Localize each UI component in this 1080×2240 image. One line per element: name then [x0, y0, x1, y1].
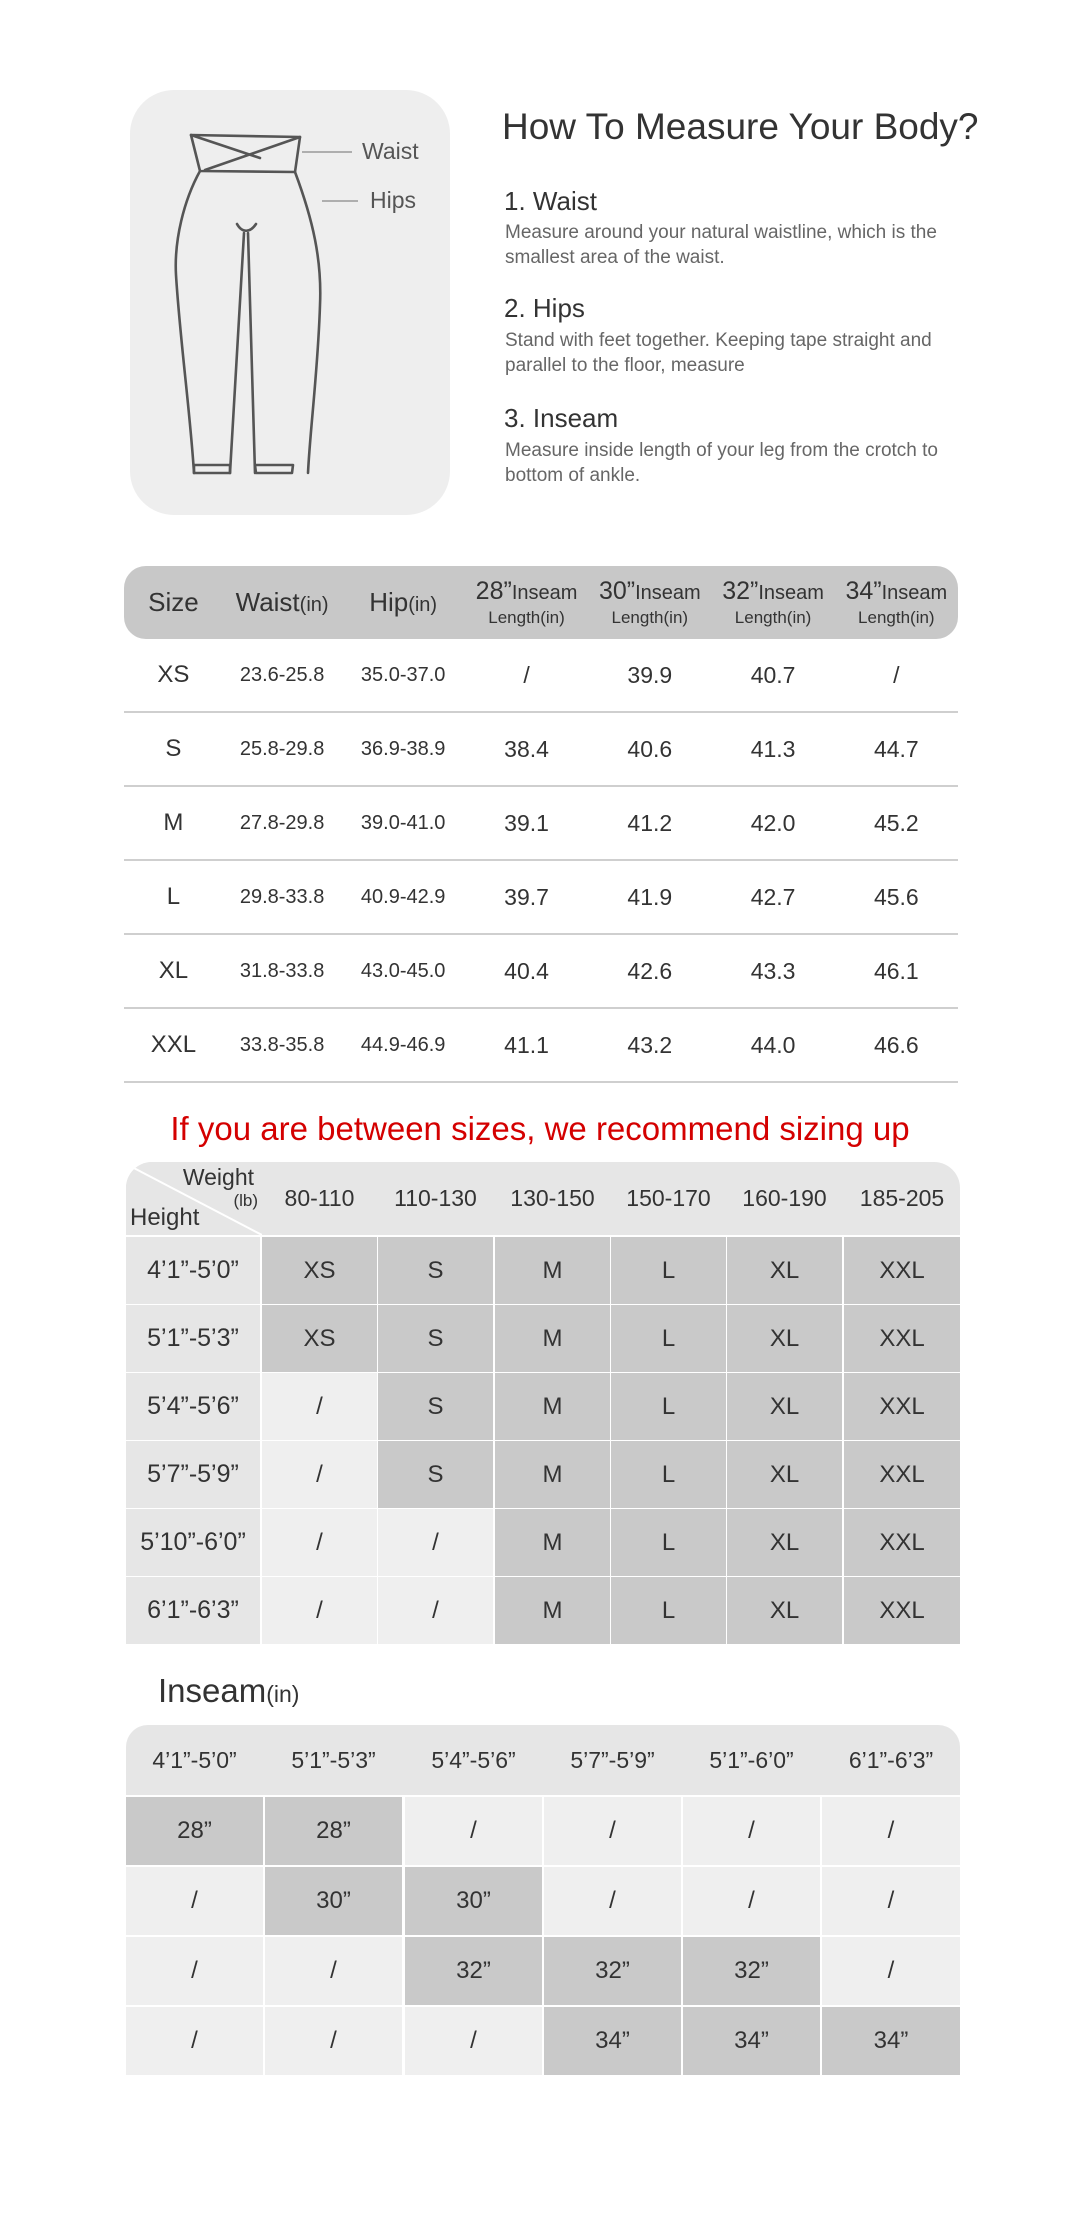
- inseam-length-cell: 42.7: [750, 883, 796, 910]
- size-recommendation-cell: M: [495, 1509, 610, 1576]
- inseam-recommendation-cell: 34”: [544, 2007, 681, 2075]
- col-hip: [341, 587, 465, 618]
- inseam-length-cell: 41.1: [504, 1031, 549, 1058]
- size-recommendation-cell: XXL: [844, 1305, 960, 1372]
- height-row-header: 6’1”-6’3”: [126, 1577, 260, 1644]
- inseam-length-cell: 40.4: [504, 957, 549, 984]
- inseam-recommendation-cell: /: [405, 1797, 542, 1865]
- inseam-length-cell: 43.3: [750, 957, 796, 984]
- inseam-recommendation-cell: 34”: [822, 2007, 960, 2075]
- inseam-word: Inseam: [881, 582, 948, 604]
- table-row: [124, 639, 958, 713]
- table-row: [124, 935, 958, 1009]
- inseam-length-cell: /: [893, 661, 900, 688]
- inseam-length-cell: 40.6: [627, 735, 673, 762]
- size-recommendation-cell: XS: [262, 1305, 377, 1372]
- inseam-length-cell: /: [523, 661, 530, 688]
- height-column-header: 5’4”-5’6”: [431, 1746, 516, 1773]
- inseam-length-cell: 46.1: [873, 957, 919, 984]
- inseam-word: Inseam: [758, 582, 824, 604]
- waist-cell: 31.8-33.8: [239, 959, 325, 982]
- length-label: Length(in): [488, 608, 565, 627]
- inseam-recommendation-cell: /: [544, 1867, 681, 1935]
- height-column-header: 5’1”-5’3”: [291, 1746, 376, 1773]
- table-row: [124, 787, 958, 861]
- height-column-header: 5’1”-6’0”: [709, 1746, 794, 1773]
- inseam-value: 28”: [475, 577, 512, 605]
- waist-cell: 27.8-29.8: [239, 811, 325, 834]
- size-cell: S: [165, 735, 182, 762]
- size-recommendation-cell: XXL: [844, 1577, 960, 1644]
- inseam-word: Inseam: [511, 582, 578, 604]
- inseam-recommendation-cell: /: [822, 1867, 960, 1935]
- inseam-length-cell: 44.0: [750, 1031, 796, 1058]
- size-cell: XS: [157, 661, 190, 688]
- inseam-length-cell: 40.7: [750, 661, 796, 688]
- weight-column-header: 185-205: [859, 1185, 945, 1211]
- inseam-recommendation-cell: 30”: [405, 1867, 542, 1935]
- weight-column-header: 130-150: [510, 1185, 595, 1211]
- size-recommendation-cell: /: [262, 1577, 377, 1644]
- size-recommendation-cell: /: [378, 1577, 493, 1644]
- size-recommendation-cell: M: [495, 1441, 610, 1508]
- length-label: Length(in): [611, 608, 689, 627]
- height-row-header: 5’10”-6’0”: [126, 1509, 260, 1576]
- inseam-length-cell: 39.7: [504, 883, 549, 910]
- col-inseam-34: [835, 577, 958, 628]
- col-inseam-32: [711, 577, 834, 628]
- length-label: Length(in): [734, 608, 812, 627]
- col-waist-label: Waist: [235, 587, 300, 617]
- inseam-length-cell: 38.4: [504, 735, 549, 762]
- size-recommendation-cell: XL: [727, 1577, 842, 1644]
- inseam-recommendation-cell: /: [405, 2007, 542, 2075]
- col-inseam-28: [465, 577, 588, 628]
- height-row-header: 4’1”-5’0”: [126, 1237, 260, 1304]
- step-waist-desc: Measure around your natural waistline, which is the smallest area of the waist.: [505, 222, 937, 268]
- inseam-title-text: Inseam: [158, 1672, 267, 1709]
- size-recommendation-cell: /: [262, 1509, 377, 1576]
- inseam-length-cell: 44.7: [873, 735, 919, 762]
- inseam-value: 30”: [598, 577, 636, 605]
- inseam-grid: [126, 1725, 960, 2077]
- inseam-recommendation-cell: /: [822, 1937, 960, 2005]
- inseam-recommendation-cell: /: [544, 1797, 681, 1865]
- weight-column-header: 110-130: [394, 1185, 477, 1211]
- size-recommendation-cell: S: [378, 1237, 493, 1304]
- size-cell: XXL: [150, 1031, 197, 1058]
- hip-cell: 43.0-45.0: [360, 959, 446, 982]
- size-recommendation-cell: XL: [727, 1509, 842, 1576]
- height-column-header: 5’7”-5’9”: [570, 1746, 655, 1773]
- step-waist-heading: 1. Waist: [504, 186, 597, 216]
- inseam-recommendation-cell: /: [265, 2007, 402, 2075]
- size-recommendation-cell: XXL: [844, 1441, 960, 1508]
- step-inseam-heading: 3. Inseam: [504, 403, 619, 433]
- leggings-illustration-card: [130, 90, 450, 515]
- size-recommendation-cell: XL: [727, 1441, 842, 1508]
- height-row-header: 5’1”-5’3”: [126, 1305, 260, 1372]
- weight-height-grid: [126, 1162, 960, 1645]
- height-row-header: 5’4”-5’6”: [126, 1373, 260, 1440]
- size-recommendation-cell: L: [611, 1509, 726, 1576]
- table-row: [124, 713, 958, 787]
- waist-label: Waist: [362, 138, 419, 164]
- inseam-recommendation-cell: 34”: [683, 2007, 820, 2075]
- size-recommendation-cell: XL: [727, 1237, 842, 1304]
- col-inseam-30: [588, 577, 711, 628]
- inseam-length-cell: 46.6: [873, 1031, 919, 1058]
- size-recommendation-cell: /: [262, 1441, 377, 1508]
- size-recommendation-cell: M: [495, 1373, 610, 1440]
- inseam-recommendation-cell: 30”: [265, 1867, 402, 1935]
- measure-title: How To Measure Your Body?: [502, 106, 979, 147]
- hip-cell: 36.9-38.9: [360, 737, 446, 760]
- size-chart-body: [124, 639, 958, 1083]
- size-cell: M: [163, 809, 184, 836]
- inseam-recommendation-cell: /: [822, 1797, 960, 1865]
- size-recommendation-cell: /: [378, 1509, 493, 1576]
- height-column-header: 4’1”-5’0”: [152, 1746, 237, 1773]
- hips-label: Hips: [370, 187, 417, 213]
- inseam-value: 34”: [845, 577, 882, 605]
- weight-unit: (lb): [233, 1191, 258, 1210]
- size-recommendation-cell: M: [495, 1305, 610, 1372]
- inseam-length-cell: 45.6: [873, 883, 919, 910]
- hip-cell: 44.9-46.9: [360, 1033, 446, 1056]
- inseam-recommendation-cell: 32”: [544, 1937, 681, 2005]
- size-cell: L: [166, 883, 181, 910]
- size-recommendation-cell: L: [611, 1441, 726, 1508]
- size-recommendation-cell: XXL: [844, 1373, 960, 1440]
- inseam-recommendation-cell: 28”: [265, 1797, 402, 1865]
- inseam-length-cell: 39.1: [504, 809, 549, 836]
- corner-cell: [126, 1162, 262, 1235]
- inseam-recommendation-cell: /: [683, 1867, 820, 1935]
- inseam-length-cell: 41.9: [627, 883, 673, 910]
- size-recommendation-cell: XL: [727, 1305, 842, 1372]
- inseam-value: 32”: [722, 577, 759, 605]
- size-recommendation-cell: XS: [262, 1237, 377, 1304]
- size-recommendation-cell: S: [378, 1305, 493, 1372]
- size-recommendation-cell: L: [611, 1237, 726, 1304]
- waist-cell: 23.6-25.8: [239, 663, 325, 686]
- inseam-word: Inseam: [635, 582, 701, 604]
- size-chart-table: [124, 566, 958, 1083]
- inseam-recommendation-cell: /: [683, 1797, 820, 1865]
- inseam-recommendation-cell: 28”: [126, 1797, 263, 1865]
- size-recommendation-cell: XXL: [844, 1237, 960, 1304]
- inseam-recommendation-cell: /: [265, 1937, 402, 2005]
- weight-label: Weight: [182, 1164, 254, 1190]
- inseam-title-unit: (in): [266, 1681, 300, 1707]
- inseam-length-cell: 42.6: [627, 957, 673, 984]
- waist-cell: 33.8-35.8: [239, 1033, 325, 1056]
- inseam-title: [158, 1672, 299, 1710]
- table-row: [124, 861, 958, 935]
- size-recommendation-cell: /: [262, 1373, 377, 1440]
- col-size: Size: [148, 587, 199, 617]
- hip-cell: 40.9-42.9: [360, 885, 446, 908]
- size-recommendation-cell: XL: [727, 1373, 842, 1440]
- hip-cell: 35.0-37.0: [360, 663, 446, 686]
- size-recommendation-cell: M: [495, 1237, 610, 1304]
- size-recommendation-cell: L: [611, 1577, 726, 1644]
- inseam-length-cell: 42.0: [750, 809, 796, 836]
- size-recommendation-cell: S: [378, 1373, 493, 1440]
- inseam-length-cell: 41.3: [750, 735, 796, 762]
- weight-column-header: 80-110: [284, 1185, 355, 1211]
- height-row-header: 5’7”-5’9”: [126, 1441, 260, 1508]
- col-hip-label: Hip: [369, 587, 409, 617]
- inseam-length-cell: 45.2: [873, 809, 919, 836]
- size-chart-header: [124, 566, 958, 639]
- inseam-recommendation-cell: 32”: [405, 1937, 542, 2005]
- step-hips-heading: 2. Hips: [504, 293, 585, 323]
- inseam-recommendation-cell: /: [126, 1937, 263, 2005]
- height-label: Height: [130, 1204, 200, 1231]
- col-waist-unit: (in): [299, 594, 329, 616]
- step-inseam-desc: Measure inside length of your leg from the crotch to bottom of ankle.: [505, 440, 939, 486]
- inseam-length-cell: 41.2: [627, 809, 673, 836]
- col-waist: [223, 587, 342, 618]
- waist-cell: 29.8-33.8: [239, 885, 325, 908]
- size-recommendation-cell: S: [378, 1441, 493, 1508]
- height-column-header: 6’1”-6’3”: [848, 1746, 934, 1773]
- hip-cell: 39.0-41.0: [360, 811, 446, 834]
- sizing-notice: If you are between sizes, we recommend sizing up: [170, 1110, 910, 1147]
- step-hips-desc: Stand with feet together. Keeping tape straight and parallel to the floor, measure: [505, 330, 932, 376]
- size-recommendation-cell: L: [611, 1373, 726, 1440]
- inseam-length-cell: 43.2: [627, 1031, 673, 1058]
- waist-cell: 25.8-29.8: [239, 737, 325, 760]
- length-label: Length(in): [858, 608, 935, 627]
- size-recommendation-cell: XXL: [844, 1509, 960, 1576]
- size-recommendation-cell: L: [611, 1305, 726, 1372]
- col-hip-unit: (in): [408, 594, 438, 616]
- weight-column-header: 160-190: [742, 1185, 827, 1211]
- inseam-recommendation-cell: /: [126, 2007, 263, 2075]
- weight-column-header: 150-170: [626, 1185, 711, 1211]
- inseam-recommendation-cell: 32”: [683, 1937, 820, 2005]
- inseam-length-cell: 39.9: [627, 661, 673, 688]
- size-recommendation-cell: M: [495, 1577, 610, 1644]
- table-row: [124, 1009, 958, 1083]
- size-cell: XL: [158, 957, 189, 984]
- inseam-recommendation-cell: /: [126, 1867, 263, 1935]
